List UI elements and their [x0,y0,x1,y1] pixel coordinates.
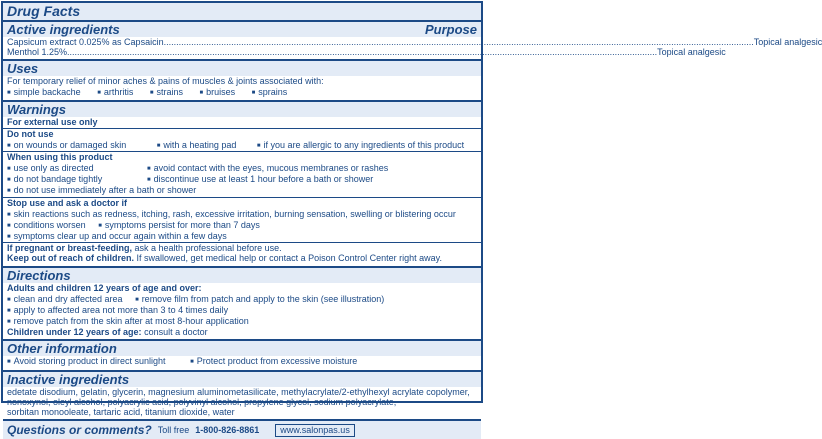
warning-item: ■ on wounds or damaged skin [7,140,126,151]
active-ingredient-row [3,47,726,59]
children-label: Children under 12 years of age: [7,327,142,338]
uses-intro: For temporary relief of minor aches & pains of muscles & joints associated with: [7,76,324,87]
uses-heading: Uses [3,61,481,76]
leader-dots [67,47,657,57]
direction-item: ■ remove patch from the skin after at most 8-hour application [7,316,249,327]
ingredient-purpose: Topical analgesic [657,47,726,58]
directions-heading: Directions [3,268,481,283]
warning-item: ■ discontinue use at least 1 hour before a bath or shower [147,174,373,185]
warning-item: ■ use only as directed [7,163,94,174]
questions-footer [3,421,481,439]
use-item: ■ bruises [200,87,236,98]
direction-item: ■ remove film from patch and apply to the skin (see illustration) [135,294,384,305]
stop-use-row [3,231,481,242]
warning-item: ■ with a heating pad [157,140,237,151]
active-ingredient-row [3,37,822,47]
external-use-note: For external use only [7,116,98,127]
stop-use-title: Stop use and ask a doctor if [7,197,128,208]
when-using-row [3,174,481,185]
active-ingredients-header [3,22,481,37]
when-using-row [3,163,481,174]
use-item: ■ arthritis [97,87,133,98]
ingredient-name: Capsicum extract 0.025% as Capsaicin [7,37,164,47]
direction-row [3,305,481,316]
pregnancy-warning [3,243,481,253]
warning-item: ■ conditions worsen [7,220,86,231]
warning-item: ■ if you are allergic to any ingredients of this product [257,140,464,151]
warning-item: ■ avoid contact with the eyes, mucous membranes or rashes [147,163,388,174]
ingredient-name: Menthol 1.25% [7,47,68,58]
use-item: ■ sprains [252,87,288,98]
inactive-line: edetate disodium, gelatin, glycerin, magnesium aluminometasilicate, methylacrylate/2-ethylhexyl acrylate copolymer, [7,386,470,397]
use-item: ■ strains [150,87,183,98]
toll-free-label: Toll free [157,425,190,436]
stop-use-row [3,220,481,231]
inactive-line: nonoxynol, oleyl alcohol, polyacrylic acid, polyvinyl alcohol, propylene glycol, sodium polyacrylate, [7,396,397,407]
warning-item: ■ do not use immediately after a bath or shower [7,185,196,196]
use-item: ■ simple backache [7,87,81,98]
direction-row [3,316,481,327]
purpose-heading: Purpose [424,22,477,37]
stop-use-row [3,209,481,220]
drug-facts-panel [1,1,822,438]
phone-number[interactable]: 1-800-826-8861 [195,425,260,436]
warning-item: ■ symptoms persist for more than 7 days [98,220,260,231]
website-link[interactable]: www.salonpas.us [275,424,355,437]
other-info-item: ■ Protect product from excessive moisture [190,356,357,367]
other-info-list [3,356,481,369]
uses-list [3,87,481,100]
children-warning [3,253,481,265]
children-text: consult a doctor [144,327,208,338]
other-info-item: ■ Avoid storing product in direct sunlight [7,356,166,367]
directions-adults: Adults and children 12 years of age and over: [7,282,202,293]
keep-out-text: If swallowed, get medical help or contact a Poison Control Center right away. [136,253,443,264]
warning-item: ■ do not bandage tightly [7,174,102,185]
direction-row [3,294,481,305]
pregnancy-text: ask a health professional before use. [134,243,282,254]
warning-item: ■ symptoms clear up and occur again within a few days [7,231,227,242]
pregnancy-label: If pregnant or breast-feeding, [7,243,133,254]
do-not-use-title: Do not use [7,128,54,139]
direction-item: ■ clean and dry affected area [7,294,123,305]
active-ingredients-heading: Active ingredients [7,22,120,37]
questions-heading: Questions or comments? [7,423,152,438]
drug-facts-title: Drug Facts [3,3,481,20]
do-not-use-list [3,140,481,151]
when-using-row [3,185,481,196]
inactive-ingredients-heading: Inactive ingredients [3,372,481,387]
warnings-heading: Warnings [3,102,481,117]
direction-item: ■ apply to affected area not more than 3 to 4 times daily [7,305,228,316]
directions-children [3,327,481,339]
keep-out-label: Keep out of reach of children. [7,253,135,264]
ingredient-purpose: Topical analgesic [753,37,822,47]
leader-dots [164,37,754,47]
other-info-heading: Other information [3,341,481,356]
warning-item: ■ skin reactions such as redness, itching, rash, excessive irritation, burning sensation, swelling or blistering occur [7,209,456,220]
when-using-title: When using this product [7,152,113,163]
inactive-line: sorbitan monooleate, tartaric acid, titanium dioxide, water [7,407,235,418]
